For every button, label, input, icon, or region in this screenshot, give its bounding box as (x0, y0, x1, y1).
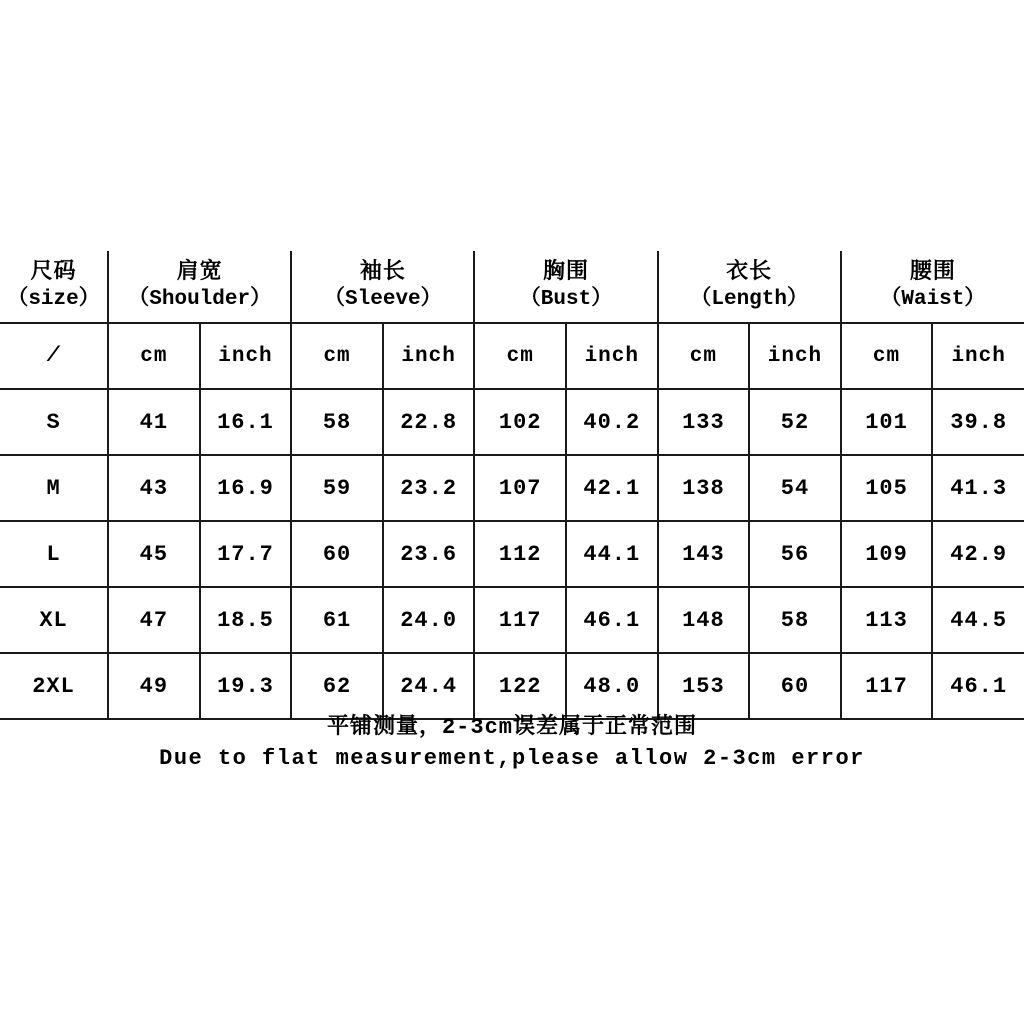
header-shoulder-en: （Shoulder） (128, 288, 272, 312)
header-waist-cn: 腰围 (909, 259, 956, 285)
note-chinese: 平铺测量，2-3cm误差属于正常范围 (326, 715, 697, 740)
cell-size: L (0, 521, 108, 587)
cell-sleeve-inch: 24.0 (383, 587, 475, 653)
cell-sleeve-inch: 24.4 (383, 653, 475, 719)
header-sleeve (291, 251, 474, 323)
unit-waist-cm: cm (841, 323, 933, 389)
cell-bust-cm: 117 (474, 587, 566, 653)
cell-waist-cm: 117 (841, 653, 933, 719)
unit-length-cm: cm (658, 323, 750, 389)
size-chart-table (0, 251, 1024, 720)
cell-sleeve-inch: 23.2 (383, 455, 475, 521)
size-chart-container (0, 251, 1024, 720)
unit-sleeve-inch: inch (383, 323, 475, 389)
header-shoulder (108, 251, 291, 323)
cell-length-cm: 153 (658, 653, 750, 719)
measurement-note (0, 703, 1024, 771)
cell-waist-cm: 105 (841, 455, 933, 521)
cell-waist-inch: 41.3 (932, 455, 1024, 521)
cell-length-inch: 56 (749, 521, 841, 587)
cell-length-cm: 138 (658, 455, 750, 521)
unit-bust-inch: inch (566, 323, 658, 389)
note-english: Due to flat measurement,please allow 2-3cm error (159, 746, 865, 771)
header-bust (474, 251, 657, 323)
cell-waist-cm: 101 (841, 389, 933, 455)
header-row-units (0, 323, 1024, 389)
cell-size: 2XL (0, 653, 108, 719)
cell-bust-inch: 42.1 (566, 455, 658, 521)
cell-bust-inch: 48.0 (566, 653, 658, 719)
cell-shoulder-cm: 41 (108, 389, 200, 455)
cell-waist-inch: 46.1 (932, 653, 1024, 719)
cell-size: XL (0, 587, 108, 653)
header-bust-en: （Bust） (519, 288, 613, 312)
header-sleeve-cn: 袖长 (359, 259, 406, 285)
cell-bust-cm: 112 (474, 521, 566, 587)
cell-length-cm: 143 (658, 521, 750, 587)
cell-shoulder-inch: 17.7 (200, 521, 292, 587)
cell-shoulder-cm: 49 (108, 653, 200, 719)
cell-shoulder-inch: 16.9 (200, 455, 292, 521)
header-waist-en: （Waist） (880, 288, 986, 312)
cell-length-inch: 60 (749, 653, 841, 719)
cell-shoulder-cm: 43 (108, 455, 200, 521)
cell-length-cm: 133 (658, 389, 750, 455)
unit-sleeve-cm: cm (291, 323, 383, 389)
cell-sleeve-cm: 61 (291, 587, 383, 653)
header-sleeve-en: （Sleeve） (324, 288, 442, 312)
cell-waist-inch: 44.5 (932, 587, 1024, 653)
unit-waist-inch: inch (932, 323, 1024, 389)
cell-shoulder-cm: 47 (108, 587, 200, 653)
cell-sleeve-cm: 60 (291, 521, 383, 587)
table-row (0, 587, 1024, 653)
cell-waist-inch: 39.8 (932, 389, 1024, 455)
cell-bust-inch: 46.1 (566, 587, 658, 653)
cell-length-cm: 148 (658, 587, 750, 653)
cell-sleeve-inch: 23.6 (383, 521, 475, 587)
header-bust-cn: 胸围 (543, 259, 590, 285)
cell-length-inch: 58 (749, 587, 841, 653)
cell-waist-cm: 113 (841, 587, 933, 653)
cell-sleeve-cm: 62 (291, 653, 383, 719)
cell-bust-inch: 44.1 (566, 521, 658, 587)
header-length (658, 251, 841, 323)
cell-length-inch: 52 (749, 389, 841, 455)
header-size-cn: 尺码 (30, 259, 77, 285)
table-row (0, 455, 1024, 521)
header-length-cn: 衣长 (726, 259, 773, 285)
cell-size: S (0, 389, 108, 455)
cell-waist-inch: 42.9 (932, 521, 1024, 587)
cell-bust-inch: 40.2 (566, 389, 658, 455)
table-header (0, 251, 1024, 389)
cell-length-inch: 54 (749, 455, 841, 521)
cell-sleeve-cm: 58 (291, 389, 383, 455)
header-shoulder-cn: 肩宽 (176, 259, 223, 285)
table-row (0, 521, 1024, 587)
cell-shoulder-cm: 45 (108, 521, 200, 587)
header-size (0, 251, 108, 323)
cell-bust-cm: 107 (474, 455, 566, 521)
header-row-measurements (0, 251, 1024, 323)
unit-length-inch: inch (749, 323, 841, 389)
unit-shoulder-inch: inch (200, 323, 292, 389)
cell-shoulder-inch: 19.3 (200, 653, 292, 719)
cell-shoulder-inch: 16.1 (200, 389, 292, 455)
unit-shoulder-cm: cm (108, 323, 200, 389)
cell-size: M (0, 455, 108, 521)
header-waist (841, 251, 1024, 323)
cell-shoulder-inch: 18.5 (200, 587, 292, 653)
cell-sleeve-inch: 22.8 (383, 389, 475, 455)
table-row (0, 389, 1024, 455)
unit-size-slash: / (0, 323, 108, 389)
cell-bust-cm: 122 (474, 653, 566, 719)
table-body (0, 389, 1024, 719)
unit-bust-cm: cm (474, 323, 566, 389)
header-size-en: （size） (7, 288, 100, 312)
cell-sleeve-cm: 59 (291, 455, 383, 521)
cell-bust-cm: 102 (474, 389, 566, 455)
header-length-en: （Length） (690, 288, 808, 312)
cell-waist-cm: 109 (841, 521, 933, 587)
